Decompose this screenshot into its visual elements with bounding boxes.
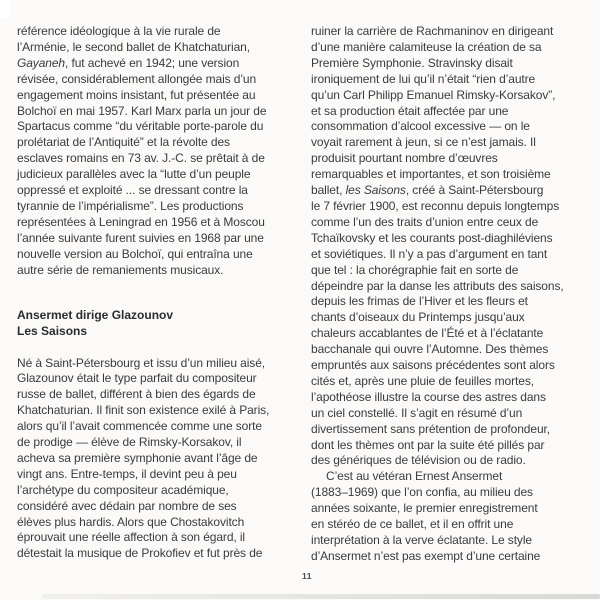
- text-line: empruntés aux saisons précédentes sont alors: [311, 358, 555, 373]
- text-line: ironiquement de lui qu’il n’était “rien d’autre: [311, 71, 536, 86]
- text-line: détestait la musique de Prokofiev et fut près de: [17, 546, 263, 561]
- text-line: l’Arménie, le second ballet de Khatchaturian,: [17, 39, 250, 54]
- text-line: des génériques de télévision ou de radio.: [311, 453, 526, 468]
- text-line: en stéréo de ce ballet, et il en offrit une: [311, 517, 514, 532]
- text-line: l’année suivante furent suivies en 1968 par une: [17, 230, 264, 245]
- text-line: Les Saisons: [17, 324, 88, 338]
- text-line: Première Symphonie. Stravinsky disait: [311, 55, 513, 70]
- text-line: référence idéologique à la vie rurale de: [17, 24, 221, 38]
- text-line: produisit pourtant nombre d’œuvres: [311, 151, 498, 166]
- text-line: années soixante, le premier enregistrement: [311, 501, 538, 516]
- text-line: Ansermet dirige Glazounov: [17, 307, 174, 322]
- text-line: Spartacus comme “du véritable porte-parole du: [17, 119, 264, 134]
- text-line: éprouvait une réelle affection à son égard, il: [17, 530, 246, 545]
- text-line: autre série de remaniements musicaux.: [17, 262, 224, 277]
- paragraph: [311, 469, 597, 564]
- section-heading: [17, 307, 303, 340]
- text-line: d’Ansermet n’est pas exempt d’une certaine: [311, 548, 541, 563]
- text-line: élèves plus hardis. Alors que Chostakovitch: [17, 514, 245, 529]
- text-line: dépeindre par la danse les attributs des saisons,: [311, 278, 564, 293]
- text-line: d’une manière calamiteuse la création de sa: [311, 39, 542, 54]
- text-line: Khatchaturian. Il finit son existence exilé à Paris,: [17, 403, 270, 418]
- text-line: de prodige — élève de Rimsky-Korsakov, il: [17, 435, 242, 450]
- paragraph: [311, 24, 597, 469]
- text-line: Bolchoï en mai 1957. Karl Marx parla un jour de: [17, 103, 267, 118]
- text-line: voyait rarement à jeun, si ce n’est jamais. Il: [311, 135, 536, 150]
- left-text-column: [17, 24, 303, 562]
- text-line: ruiner la carrière de Rachmaninov en dirigeant: [311, 24, 554, 38]
- text-line: que tel : la chorégraphie fait en sorte de: [311, 262, 519, 277]
- right-text-column: [311, 24, 597, 565]
- text-line: nouvelle version au Bolchoï, qui entraîna une: [17, 246, 253, 261]
- text-line: révisée, considérablement allongée mais d’un: [17, 71, 257, 86]
- paragraph: [17, 356, 303, 563]
- text-line: qu’un Carl Philipp Emanuel Rimsky-Korsakov”,: [311, 87, 556, 102]
- text-line: engagement moins insistant, fut présentée au: [17, 87, 256, 102]
- text-line: esclaves romains en 73 av. J.-C. se prêtait à de: [17, 151, 265, 166]
- text-line: Tchaïkovsky et les courants post-diaghiléviens: [311, 230, 553, 245]
- text-line: prolétariat de l’Antiquité” et la révolte des: [17, 135, 230, 150]
- text-line: russe de ballet, différent à bien des égards de: [17, 387, 256, 402]
- text-line: tyrannie de l’impérialisme”. Les productions: [17, 198, 244, 213]
- text-line: alors qu’il l’avait commencée comme une sorte: [17, 419, 262, 434]
- page-number: 11: [302, 571, 312, 581]
- text-line: Glazounov était le type parfait du compositeur: [17, 371, 257, 386]
- text-line: chants d’oiseaux du Printemps jusqu’aux: [311, 310, 525, 325]
- text-line: judicieux parallèles avec la “lutte d’un peuple: [17, 167, 251, 182]
- text-line: cités et, après une pluie de feuilles mortes,: [311, 373, 534, 388]
- text-line: interprétation à la verve éclatante. Le style: [311, 533, 532, 547]
- text-line: considéré avec dédain par nombre de ses: [17, 498, 237, 513]
- text-line: acheva sa première symphonie avant l’âge de: [17, 450, 258, 465]
- scan-shadow-bottom: [42, 594, 600, 599]
- text-line: oppressé et exploité ... se dressant contre la: [17, 183, 248, 198]
- text-line: dont les thèmes ont par la suite été pillés par: [311, 437, 545, 452]
- text-line: l’archétype du compositeur académique,: [17, 482, 229, 497]
- text-line: (1883–1969) que l’on confia, au milieu des: [311, 485, 533, 500]
- text-line: divertissement sans prétention de profondeur,: [311, 421, 550, 436]
- text-line: remarquables et importantes, et son troisième: [311, 167, 551, 182]
- text-line: représentées à Leningrad en 1956 et à Moscou: [17, 214, 265, 229]
- text-line: le 7 février 1900, est reconnu depuis longtemps: [311, 198, 560, 213]
- text-line: vingt ans. Entre-temps, il devint peu à peu: [17, 466, 237, 481]
- text-line: comme l’un des traits d’union entre ceux de: [311, 214, 539, 229]
- text-line: C’est au vétéran Ernest Ansermet: [326, 469, 503, 484]
- paragraph: [17, 24, 303, 279]
- text-line: Né à Saint-Pétersbourg et issu d’un milieu aisé,: [17, 355, 265, 370]
- text-line: un ciel constellé. Il s’agit en résumé d’un: [311, 405, 523, 420]
- text-line: et soviétiques. Il n’y a pas d’argument en tant: [311, 246, 548, 261]
- text-line: consommation d’alcool excessive — on le: [311, 119, 530, 134]
- text-line: chaleurs accablantes de l’Été et à l’éclatante: [311, 326, 544, 341]
- text-line: bacchanale qui ouvre l’Automne. Des thèmes: [311, 342, 549, 357]
- scan-edge-artifact: [0, 0, 10, 18]
- text-line: et sa production était affectée par une: [311, 103, 509, 118]
- text-line: Gayaneh, fut achevé en 1942; une version: [17, 55, 240, 70]
- text-line: ballet, les Saisons, créé à Saint-Pétersbourg: [311, 183, 544, 198]
- text-line: depuis les frimas de l’Hiver et les fleurs et: [311, 294, 528, 309]
- text-line: l’apothéose illustre la course des astres dans: [311, 389, 546, 404]
